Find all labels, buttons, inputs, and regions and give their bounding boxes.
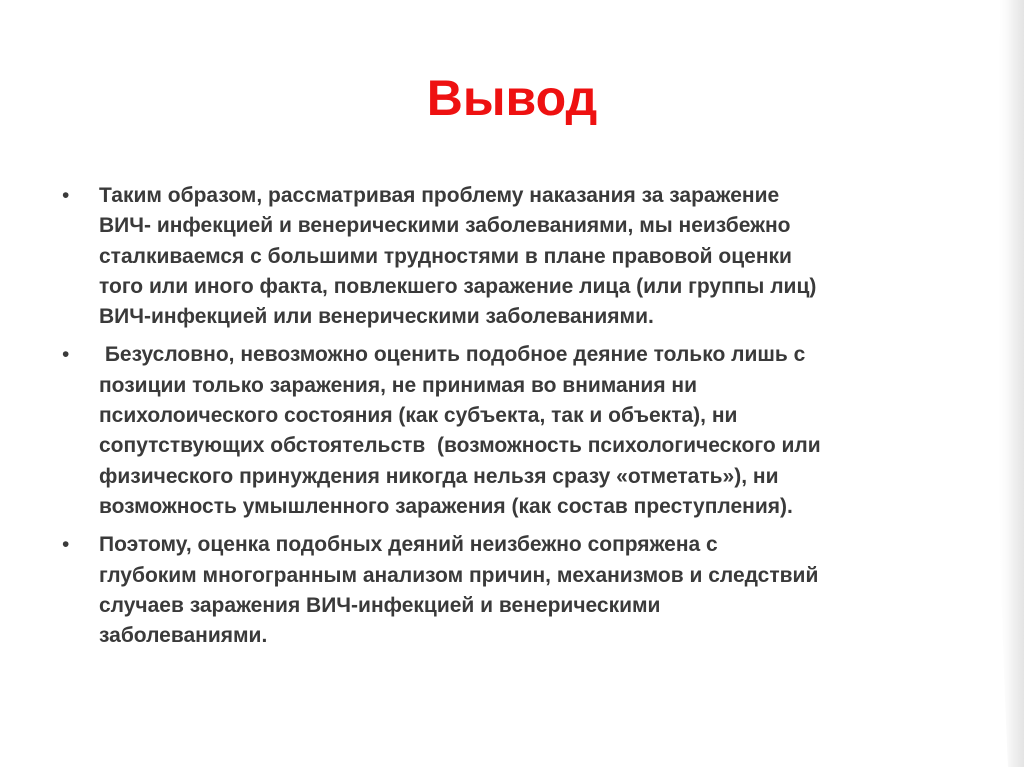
bullet-text-line: Таким образом, рассматривая проблему наказания за заражение [99, 184, 780, 207]
bullet-text-line: ВИЧ-инфекцией или венерическими заболеваниями. [99, 305, 654, 329]
bullet-text-line: случаев заражения ВИЧ-инфекцией и венерическими [99, 593, 661, 617]
bullet-text-line: Поэтому, оценка подобных деяний неизбежно сопряжена с [99, 533, 718, 557]
bullet-text-line: возможность умышленного заражения (как состав преступления). [99, 494, 793, 518]
bullet-text-line: позиции только заражения, не принимая во внимания ни [99, 373, 698, 397]
bullet-text-line: сопутствующих обстоятельств (возможность психологического или [99, 434, 821, 458]
bullet-text-line: того или иного факта, повлекшего заражение лица (или группы лиц) [99, 274, 817, 298]
bullet-marker: • [62, 533, 70, 557]
bullet-item [62, 340, 974, 522]
bullet-text-line: ВИЧ- инфекцией и венерическими заболеваниями, мы неизбежно [99, 214, 791, 238]
bullet-text-line: глубоким многогранным анализом причин, механизмов и следствий [99, 563, 819, 587]
bullet-list [62, 181, 974, 659]
bullet-item [62, 181, 974, 332]
bullet-text-line: физического принуждения никогда нельзя сразу «отметать»), ни [99, 464, 779, 488]
bullet-marker: • [62, 343, 70, 367]
bullet-text-line: заболеваниями. [99, 624, 268, 648]
bullet-text-line: Безусловно, невозможно оценить подобное деяние только лишь с [99, 343, 806, 367]
bullet-text-line: психолоического состояния (как субъекта, так и объекта), ни [99, 404, 738, 428]
bullet-text-line: сталкиваемся с большими трудностями в плане правовой оценки [99, 244, 792, 268]
bullet-item [62, 530, 974, 651]
slide-title: Вывод [426, 70, 598, 126]
bullet-marker: • [62, 184, 70, 207]
